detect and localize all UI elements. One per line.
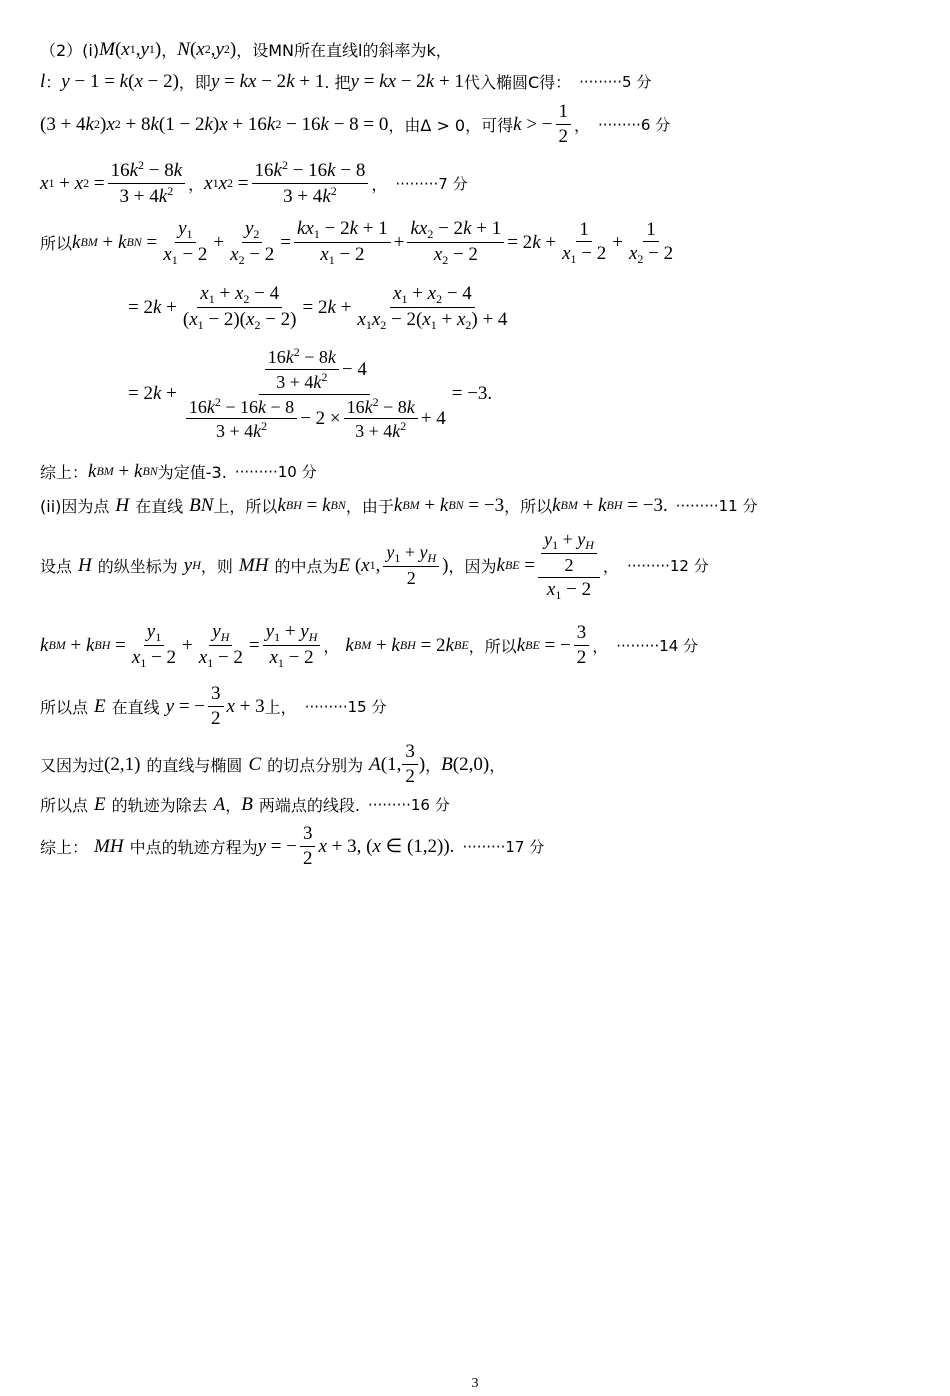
line-14: 所以点 E 的轨迹为除去 A ， B 两端点的线段. ·········16 分 [40, 793, 450, 815]
line-8: 综上： k BM + k BN 为定值-3. ·········10 分 [40, 460, 317, 482]
score-6: ·········6 分 [598, 116, 671, 135]
line-6: = 2 k + $\frac{x_1 + x_2 - 4}{(x_1 - 2)(x_2 - 2)}$ = 2 k + $\frac{x_1 + x_2 - 4}{x_1x_2 - 2(x_1 + x_2) + 4}$ [128, 283, 508, 332]
score-10: ·········10 分 [234, 463, 317, 481]
line-12: 所以点 E 在直线 y = − $\frac{3}{2}$ x + 3 上， ·········15 分 [40, 683, 387, 729]
line-1-text: ，设MN所在直线l的斜率为k， [236, 41, 452, 60]
line-5: 所以 k BM + k BN = $\frac{y_1}{x_1 - 2}$ + $\frac{y_2}{x_2 - 2}$ = $\frac{kx_1 - 2k + 1}{x_1 - 2}$ + $\frac{kx_2 - 2k + 1}{x_2 - 2}$ = 2 k + $\frac{1}{x_1 - 2}$ + $\frac{1}{x_2 - 2}$ [40, 218, 674, 267]
line-11: k BM + k BH = $\frac{y_1}{x_1 - 2}$ + $\frac{y_H}{x_1 - 2}$ = $\frac{y_1 + y_H}{x_1 - 2}$ ， k BM + k BH = 2 k BE ，所以 k BE = − $\frac{3}{2}$ ， ·········14 分 [40, 621, 699, 670]
line-2: l ： y − 1 = k ( x − 2) ，即 y = kx − 2 k + 1 . 把 y = kx − 2 k + 1 代入椭圆C得： ·········5 分 [40, 70, 652, 92]
line-13: 又因为过 (2,1) 的直线与椭圆 C 的切点分别为 A (1, $\frac{3}{2}$ ) ， B (2,0) ， [40, 741, 506, 787]
score-12: ·········12 分 [626, 557, 709, 576]
part-label: （2）(i) [40, 41, 100, 60]
score-11: ·········11 分 [675, 497, 758, 515]
score-16: ·········16 分 [367, 796, 450, 814]
score-15: ·········15 分 [304, 698, 387, 717]
line-7: = 2 k + $\frac{16k^2 - 8k}{3 + 4k^2}$ − 4 $\frac{16k^2 - 16k - 8}{3 + 4k^2}$ − 2 × $\frac{16k^2 - 8k}{3 + 4k^2}$ + 4 = −3. [128, 345, 493, 442]
point-m: M [99, 38, 115, 60]
score-5: ·········5 分 [579, 73, 652, 91]
page-number: 3 [471, 1376, 479, 1391]
point-n: N [177, 38, 190, 60]
line-15: 综上： MH 中点的轨迹方程为 y = − $\frac{3}{2}$ x + 3, ( x ∈ (1,2)). ·········17 分 [40, 823, 545, 869]
score-7: ·········7 分 [395, 175, 468, 194]
line-10: 设点 H 的纵坐标为 y H ，则 MH 的中点为 E ( x 1 , $\frac{y_1 + y_H}{2}$ ) ，因为 k BE = $\frac{\frac{y_1 + y_H}{2}}{x_1 - 2}$ ， ·········12 分 [40, 529, 709, 603]
line-1: （2）(i) M ( x 1 , y 1 ) ， N ( x 2 , y 2 ) ，设MN所在直线l的斜率为k， [40, 38, 452, 60]
score-17: ·········17 分 [462, 838, 545, 857]
score-14: ·········14 分 [616, 637, 699, 656]
line-4: x 1 + x 2 = $\frac{16k^2 - 8k}{3 + 4k^2}$ ， x 1 x 2 = $\frac{16k^2 - 16k - 8}{3 + 4k^2}$ ， ·········7 分 [40, 158, 468, 207]
line-3: (3 + 4 k 2 ) x 2 + 8 k (1 − 2 k ) x + 16 k 2 − 16 k − 8 = 0 ，由Δ > 0，可得 k > − $\frac{1}{2}$ ， ·········6 分 [40, 101, 671, 147]
line-9: (ii)因为点 H 在直线 BN 上，所以 k BH = k BN ，由于 k BM + k BN = −3 ，所以 k BM + k BH = −3. ·········11 分 [40, 494, 758, 516]
